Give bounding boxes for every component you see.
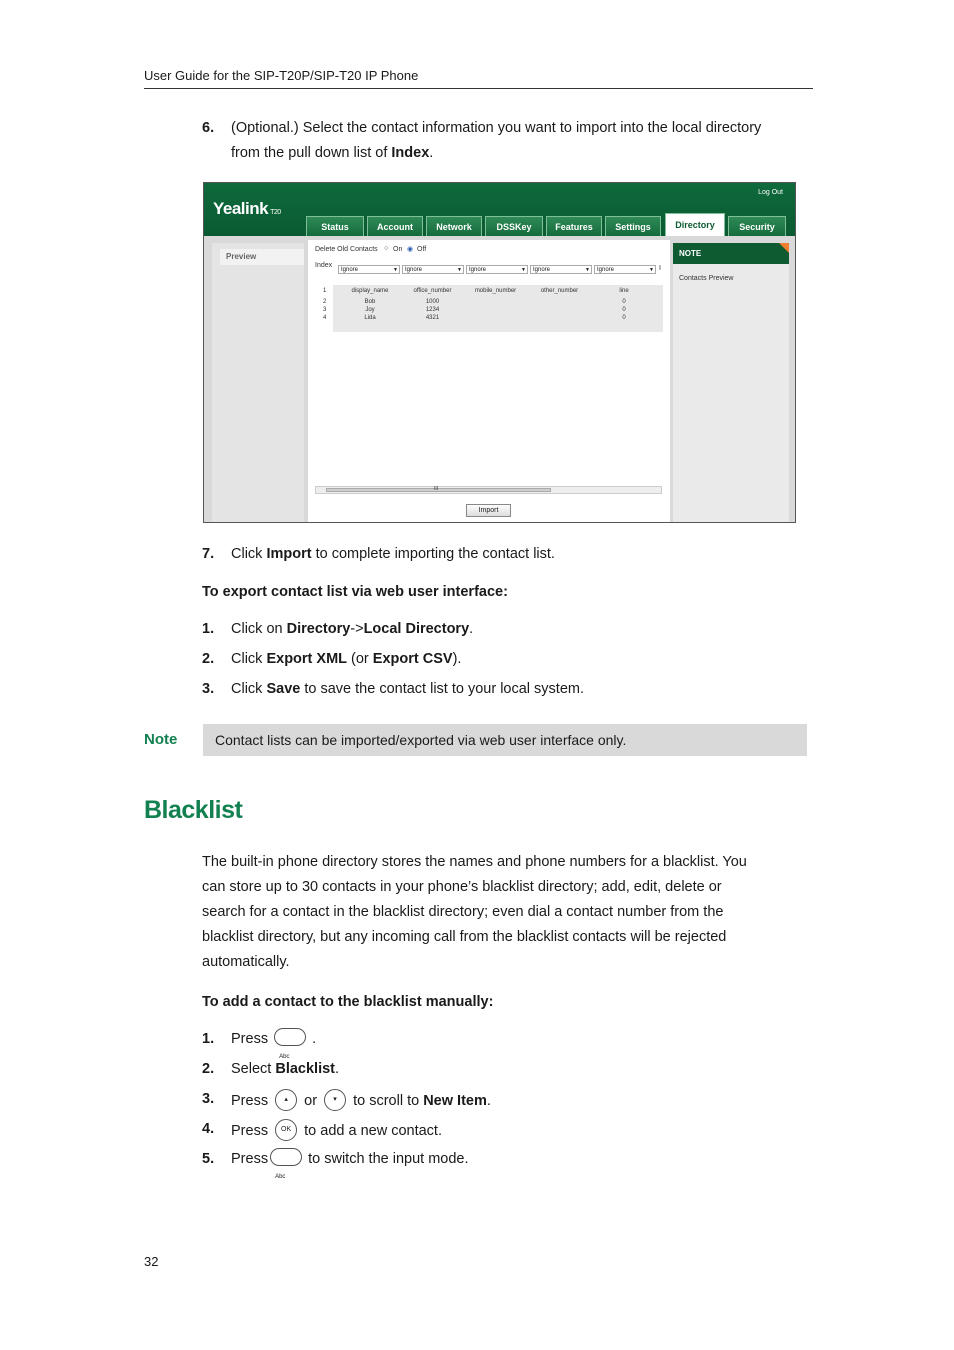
table-cell: Bob [364,299,376,305]
tab-features[interactable]: Features [546,216,602,236]
down-arrow-key-icon: ▾ [324,1089,346,1111]
web-ui-leftnav [212,243,304,523]
import-button[interactable]: Import [466,504,511,517]
blacklist-paragraph: The built-in phone directory stores the names and phone numbers for a blacklist. You can store up to 30 contacts in your phone’s blacklist directory; add, edit, delete or search for a contact in the blacklist directory; even dial a contact number from the blacklist directory, but any incoming call from the blacklist contacts will be rejected automatically. [202,854,747,970]
note-panel-text: Contacts Preview [679,275,734,282]
table-cell: 1234 [425,307,440,313]
ok-key-icon: OK [275,1119,297,1141]
page-number: 32 [144,1254,159,1269]
row-number: 1 [323,288,327,294]
radio-off-icon[interactable]: ◉ [407,246,414,253]
table-cell: 1000 [425,299,440,305]
horizontal-scrollbar[interactable] [315,486,662,494]
note-label: Note [144,731,178,748]
page-header [144,68,813,89]
tab-dsskey[interactable]: DSSKey [485,216,543,236]
step-number: 6. [202,120,215,136]
table-cell: 0 [622,307,626,313]
leftnav-item-preview[interactable]: Preview [220,249,304,265]
index-select-1[interactable]: Ignore ▼ [338,265,400,274]
tab-network[interactable]: Network [426,216,482,236]
column-header: display_name [351,288,389,294]
radio-off-label: Off [417,246,427,253]
export-heading: To export contact list via web user interface: [202,584,508,600]
yealink-logo: Yealink T20 [213,199,281,218]
row-number: 3 [323,307,327,313]
tab-status[interactable]: Status [306,216,364,236]
header-title: User Guide for the SIP-T20P/SIP-T20 IP Phone [144,68,419,83]
row-number: 2 [323,299,327,305]
logout-link[interactable]: Log Out [758,189,783,196]
blacklist-subhead: To add a contact to the blacklist manually: [202,994,494,1010]
scrollbar-grip: III [434,486,439,492]
table-cell: 4321 [425,315,440,321]
table-cell: Lida [364,315,376,321]
delete-old-contacts-label: Delete Old Contacts [315,246,378,253]
index-select-2[interactable]: Ignore ▼ [402,265,464,274]
index-select-3[interactable]: Ignore ▼ [466,265,528,274]
input-mode-softkey-icon: Abc [270,1148,302,1166]
table-cell: Joy [365,307,375,313]
index-label: Index [315,262,333,269]
index-select-4[interactable]: Ignore ▼ [530,265,592,274]
tab-security[interactable]: Security [728,216,786,236]
tab-settings[interactable]: Settings [605,216,661,236]
directory-softkey-icon: Abc [274,1028,306,1046]
web-ui-screenshot [203,182,796,523]
row-number: 4 [323,315,327,321]
table-cell: 0 [622,315,626,321]
radio-on-icon[interactable]: ○ [384,245,389,252]
note-panel-title: NOTE [673,243,789,264]
web-ui-content [308,240,670,523]
table-cell: 0 [622,299,626,305]
tab-directory[interactable]: Directory [665,213,725,236]
contacts-preview-grid [323,285,663,332]
column-header: line [619,288,629,294]
index-select-5[interactable]: Ignore ▼ [594,265,656,274]
radio-on-label: On [393,246,403,253]
import-term: Import [266,546,312,562]
section-title: Blacklist [144,796,243,824]
column-header: office_number [413,288,452,294]
column-header: mobile_number [474,288,517,294]
tab-account[interactable]: Account [367,216,423,236]
up-arrow-key-icon: ▴ [275,1089,297,1111]
select-overflow: I [659,265,661,272]
note-box: Contact lists can be imported/exported via web user interface only. [203,724,807,756]
scrollbar-thumb[interactable] [326,488,551,492]
note-panel [673,243,789,523]
column-header: other_number [540,288,579,294]
index-term: Index [391,145,430,161]
step-text: (Optional.) Select the contact information you want to import into the local directory [231,120,762,136]
